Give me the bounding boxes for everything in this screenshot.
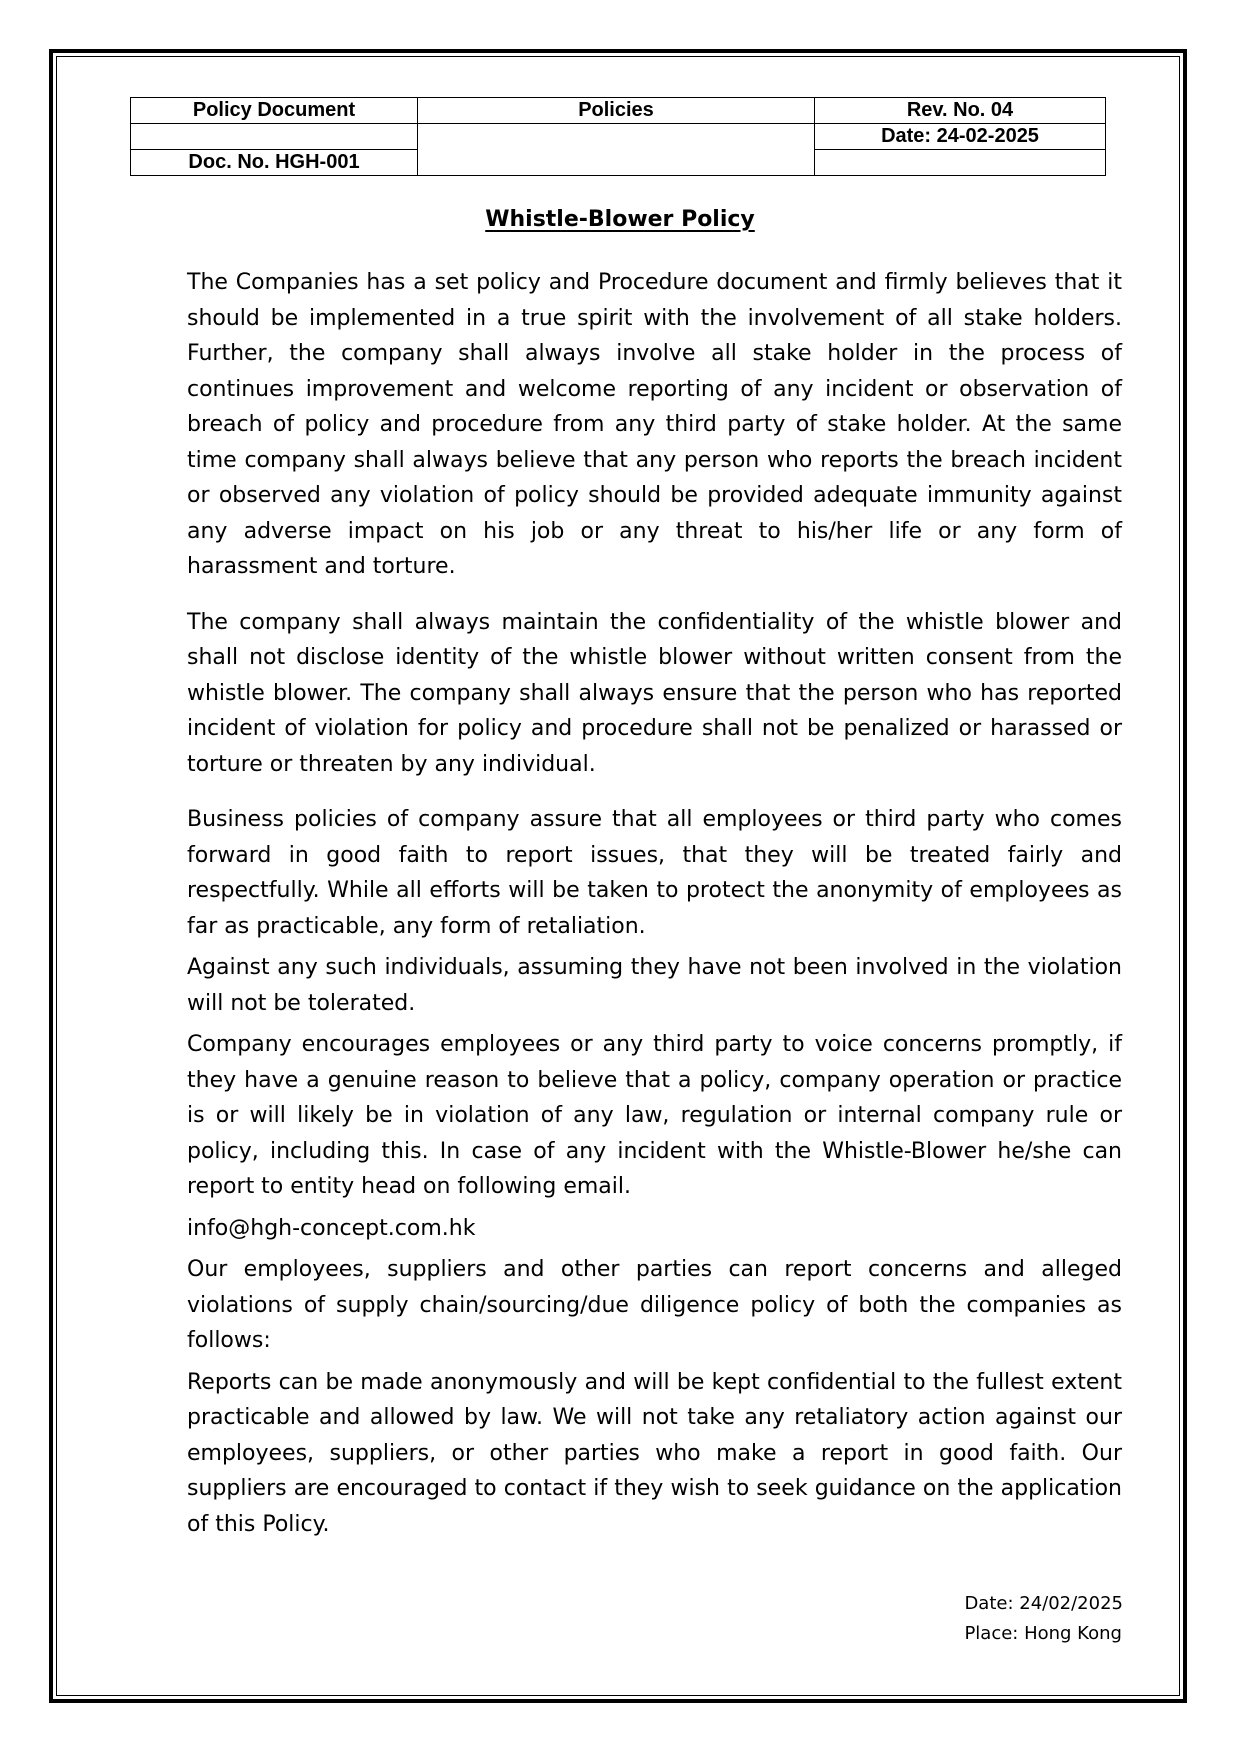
- footer-place: Place: Hong Kong: [964, 1623, 1122, 1644]
- empty-cell: [815, 150, 1106, 176]
- policy-title: Whistle-Blower Policy: [485, 207, 755, 232]
- signature-block: [964, 1589, 1123, 1649]
- empty-cell: [131, 124, 418, 150]
- paragraph: The company shall always maintain the confidentiality of the whistle blower and shall not disclose identity of the whistle blower without written consent from the whistle blower. The company shall always ensure that the person who has reported incident of violation for policy and procedure shall not be penalized or harassed or torture or threaten by any individual.: [187, 609, 1122, 777]
- revision-cell: Rev. No. 04: [815, 98, 1106, 124]
- paragraph: Our employees, suppliers and other parties can report concerns and alleged violations of supply chain/sourcing/due diligence policy of both the companies as follows:: [187, 1257, 1122, 1353]
- paragraph: Against any such individuals, assuming they have not been involved in the violation will not be tolerated.: [187, 955, 1122, 1016]
- date-cell: Date: 24-02-2025: [815, 124, 1106, 150]
- paragraph: Business policies of company assure that all employees or third party who comes forward in good faith to report issues, that they will be treated fairly and respectfully. While all efforts will be taken to protect the anonymity of employees as far as practicable, any form of retaliation.: [187, 807, 1122, 939]
- document-header-table: [130, 97, 1106, 176]
- header-row: [131, 124, 1106, 150]
- paragraph: The Companies has a set policy and Procedure document and firmly believes that it should be implemented in a true spirit with the involvement of all stake holders. Further, the company shall always involve all stake holder in the process of continues improvement and welcome reporting of any incident or observation of breach of policy and procedure from any third party of stake holder. At the same time company shall always believe that any person who reports the breach incident or observed any violation of policy should be provided adequate immunity against any adverse impact on his job or any threat to his/her life or any form of harassment and torture.: [187, 270, 1122, 579]
- paragraph: Reports can be made anonymously and will be kept confidential to the fullest extent practicable and allowed by law. We will not take any retaliatory action against our employees, suppliers, or other parties who make a report in good faith. Our suppliers are encouraged to contact if they wish to seek guidance on the application of this Policy.: [187, 1369, 1122, 1537]
- policy-body: [187, 265, 1122, 1542]
- doc-type-cell: Policy Document: [131, 98, 418, 124]
- footer-date: Date: 24/02/2025: [964, 1593, 1123, 1614]
- doc-number-cell: Doc. No. HGH-001: [131, 150, 418, 176]
- contact-email: info@hgh-concept.com.hk: [187, 1215, 476, 1241]
- header-row: [131, 98, 1106, 124]
- empty-cell: [418, 124, 815, 176]
- paragraph: Company encourages employees or any third party to voice concerns promptly, if they have a genuine reason to believe that a policy, company operation or practice is or will likely be in violation of any law, regulation or internal company rule or policy, including this. In case of any incident with the Whistle-Blower he/she can report to entity head on following email.: [187, 1032, 1122, 1199]
- category-cell: Policies: [418, 98, 815, 124]
